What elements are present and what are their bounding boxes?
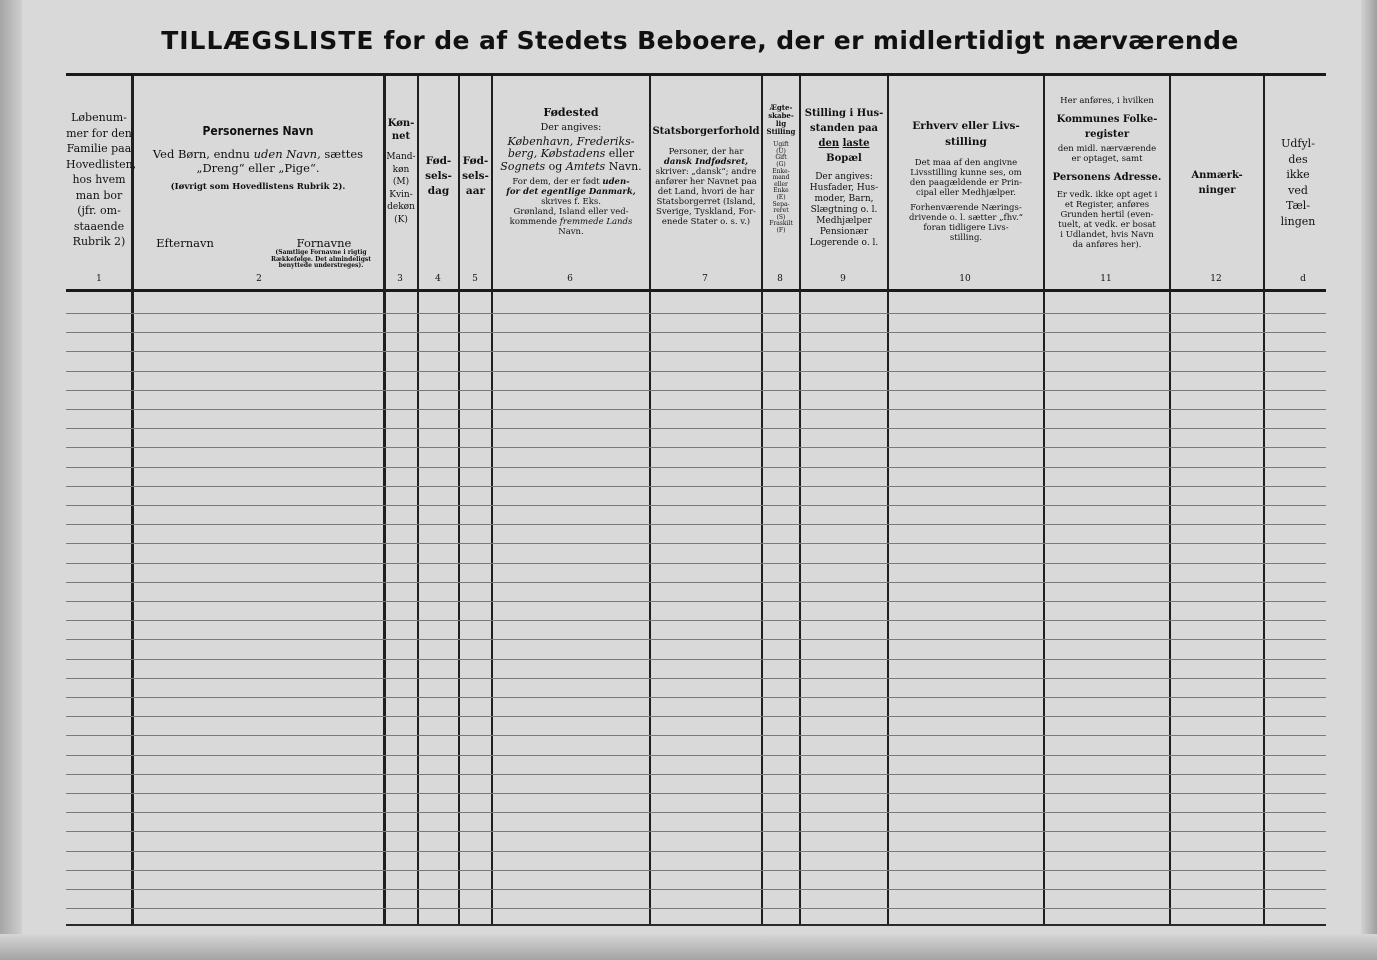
entry-row-rule [66, 409, 1326, 410]
header-personernes-navn-line1-b: uden Navn, [253, 147, 321, 161]
entry-row-rule [66, 351, 1326, 352]
header-fodested-places-b: eller [605, 147, 635, 161]
header-statsborgerforhold-title: Statsborgerforhold [652, 126, 760, 137]
entry-row-rule [66, 313, 1326, 314]
entry-row-rule [66, 716, 1326, 717]
header-stilling-title-d: laste [842, 138, 870, 149]
header-fodselsdag: Fød- sels- dag [425, 155, 452, 197]
header-folkeregister [1045, 96, 1169, 250]
header-fodested-body-d: fremmede Lands [559, 217, 633, 228]
entry-row-rule [66, 428, 1326, 429]
header-konnet [385, 118, 417, 226]
entry-row-rule [66, 505, 1326, 506]
sheet-bottom-edge [0, 934, 1377, 960]
colnum-10: 10 [959, 274, 971, 284]
entry-row-rule [66, 793, 1326, 794]
entry-row-rule [66, 390, 1326, 391]
entry-row-rule [66, 524, 1326, 525]
header-fodselsaar: Fød- sels- aar [462, 155, 489, 197]
header-fodested-title: Fødested [543, 106, 599, 119]
entry-row-rule [66, 659, 1326, 660]
header-stilling-i-husstanden [801, 106, 887, 249]
colnum-3: 3 [397, 274, 403, 284]
header-erhverv [889, 118, 1043, 243]
header-erhverv-body1: Det maa af den angivne Livsstilling kunne ses, om den paagældende er Prin- cipal eller Medhjælper. [909, 158, 1023, 198]
entry-row-rule [66, 620, 1326, 621]
colnum-d: d [1300, 274, 1306, 284]
header-fodested-body-a: For dem, der er født [512, 177, 603, 188]
header-folkeregister-mid: den midl. nærværende er optaget, samt [1057, 143, 1157, 164]
header-aegteskabelig-title: Ægte- skabe- lig Stilling [766, 103, 796, 137]
colnum-5: 5 [472, 274, 478, 284]
header-fodested-body [495, 177, 647, 237]
entry-row-rule [66, 582, 1326, 583]
colnum-6: 6 [567, 274, 573, 284]
header-efternavn: Efternavn [156, 236, 214, 250]
col-sep-3 [417, 76, 419, 924]
entry-row-rule [66, 908, 1326, 909]
entry-row-rule [66, 870, 1326, 871]
header-personernes-navn-line1-c: sættes [320, 147, 364, 161]
header-fodested-places-f: Navn. [605, 159, 642, 173]
header-personernes-navn [136, 124, 380, 192]
header-folkeregister-pre: Her anføres, i hvilken [1060, 96, 1154, 106]
col-sep-4 [458, 76, 460, 924]
header-fornavne: Fornavne [296, 236, 352, 250]
col-sep-5 [491, 76, 493, 924]
entry-row-rule [66, 812, 1326, 813]
header-konnet-body: Mand- køn (M) Kvin- dekøn (K) [386, 152, 416, 225]
header-fodested-places-c: Sognets [500, 159, 546, 173]
header-fodested-body-c: skrives f. Eks. Grønland, Island eller ved- kommende [509, 197, 629, 228]
sheet-left-edge [0, 0, 22, 960]
col-sep-12 [1263, 76, 1265, 924]
header-personernes-navn-line1 [136, 147, 380, 161]
entry-row-rule [66, 755, 1326, 756]
header-fornavne-note: (Samtlige Fornavne i rigtig Rækkefølge. Det almindeligst benyttede understreges). [270, 249, 372, 270]
header-stilling-title [801, 106, 887, 166]
header-anmaerkninger: Anmærk- ninger [1191, 170, 1243, 196]
header-folkeregister-body: Er vedk. ikke opt aget i et Register, anføres Grunden hertil (even- tuelt, at vedk. er bosat i Udlandet, hvis Navn da anføres her). [1056, 190, 1158, 251]
entry-row-rule [66, 486, 1326, 487]
col-sep-11 [1169, 76, 1171, 924]
entry-row-rule [66, 851, 1326, 852]
header-stilling-body: Der angives: Husfader, Hus- moder, Barn, Slægtning o. l. Medhjælper Pensionær Logerende o. l. [809, 172, 879, 248]
entry-row-rule [66, 371, 1326, 372]
header-statsborgerforhold-body: skriver: „dansk“; andre anfører her Navnet paa det Land, hvori de har Statsborgerret (Island, Sverige, Tyskland, For- enede Stater o. s. v.) [655, 166, 757, 227]
entry-row-rule [66, 831, 1326, 832]
header-fodested [495, 106, 647, 237]
entry-row-rule [66, 447, 1326, 448]
header-personernes-navn-line2: „Dreng“ eller „Pige“. [196, 161, 320, 176]
header-fodested-sub: Der angives: [540, 121, 602, 133]
form-bottom-rule [66, 924, 1326, 926]
entry-row-rule [66, 774, 1326, 775]
top-rule [66, 73, 1326, 76]
header-personernes-navn-line1-a: Ved Børn, endnu [152, 147, 254, 161]
header-udfyldes-ikke: Udfyl- des ikke ved Tæl- lingen [1280, 137, 1316, 228]
header-fodested-body-e: Navn. [558, 227, 584, 238]
colnum-11: 11 [1100, 274, 1112, 284]
entry-row-rule [66, 563, 1326, 564]
colnum-12: 12 [1210, 274, 1222, 284]
colnum-8: 8 [777, 274, 783, 284]
entry-row-rule [66, 639, 1326, 640]
header-lobenummer: Løbenum- mer for den Familie paa Hovedlisten, hos hvem man bor (jfr. om- staaende Rubrik 2) [66, 111, 137, 248]
colnum-2: 2 [256, 274, 262, 284]
entry-row-rule [66, 735, 1326, 736]
colnum-4: 4 [435, 274, 441, 284]
header-erhverv-title: Erhverv eller Livs- stilling [912, 120, 1020, 148]
header-stilling-title-b: den [818, 138, 840, 149]
header-statsborgerforhold [651, 126, 761, 227]
header-aegteskabelig-body: Ugift (U) Gift (G) Enke- mand eller Enke (E) Sepa- reret (S) Fraskilt (F) [769, 141, 793, 234]
header-statsborgerforhold-line2: dansk Indfødsret, [663, 156, 749, 167]
entry-row-rule [66, 889, 1326, 890]
entry-row-rule [66, 467, 1326, 468]
form-title-caps: TILLÆGSLISTE [161, 26, 375, 55]
header-fodested-places-e: Amtets [565, 159, 606, 173]
header-konnet-title: Køn- net [387, 118, 415, 142]
entry-row-rule [66, 332, 1326, 333]
form-title [60, 26, 1340, 55]
entry-row-rule [66, 678, 1326, 679]
colnum-9: 9 [840, 274, 846, 284]
header-personernes-navn-note: (Iøvrigt som Hovedlistens Rubrik 2). [170, 181, 346, 192]
header-stilling-title-e: Bopæl [826, 153, 862, 164]
header-rule [66, 289, 1326, 292]
colnum-7: 7 [702, 274, 708, 284]
header-personernes-navn-title: Personernes Navn [202, 124, 314, 138]
header-fodested-places [495, 136, 647, 174]
header-fodested-body-b: uden- for det egentlige Danmark, [506, 177, 636, 198]
header-folkeregister-title: Kommunes Folke- register [1056, 113, 1158, 140]
header-fodested-places-d: og [545, 159, 566, 173]
header-aegteskabelig-stilling [763, 104, 799, 235]
entry-row-rule [66, 543, 1326, 544]
entry-row-rule [66, 697, 1326, 698]
header-erhverv-body2: Forhenværende Nærings- drivende o. l. sætter „fhv.“ foran tidligere Livs- stilling. [908, 203, 1024, 243]
header-folkeregister-adresse: Personens Adresse. [1052, 171, 1162, 183]
entry-row-rule [66, 601, 1326, 602]
header-stilling-title-a: Stilling i Hus- standen paa [804, 108, 884, 134]
form-title-rest: for de af Stedets Beboere, der er midlertidigt nærværende [374, 26, 1239, 55]
colnum-1: 1 [96, 274, 102, 284]
header-fodested-places-a: København, Frederiks- berg, Købstadens [507, 134, 635, 161]
sheet-right-edge [1361, 0, 1377, 960]
header-statsborgerforhold-line1: Personer, der har [668, 146, 744, 157]
